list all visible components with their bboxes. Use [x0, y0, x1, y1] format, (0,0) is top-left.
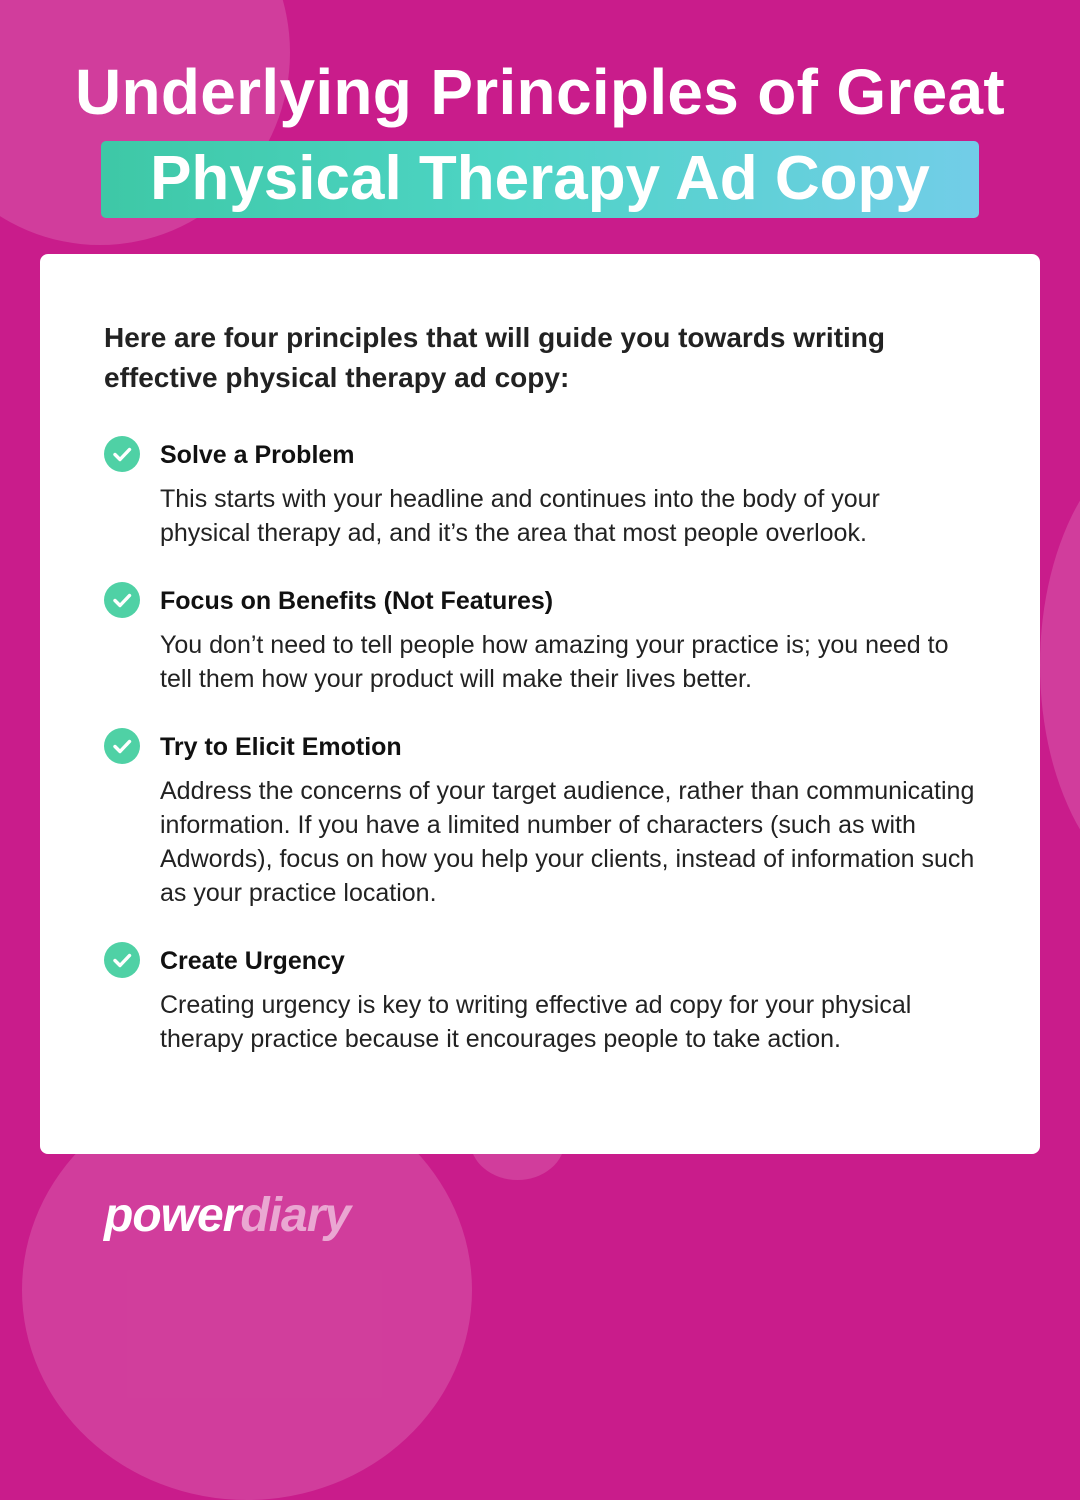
principle-title: Solve a Problem — [160, 441, 355, 469]
principle-description: Address the concerns of your target audience, rather than communicating information. If you have a limited number of characters (such as with Adwords), focus on how you help your clients, instead of information such as your practice location. — [160, 777, 975, 907]
principle-description: You don’t need to tell people how amazing your practice is; you need to tell them how your product will make their lives better. — [160, 631, 949, 693]
logo-text-diary: diary — [240, 1189, 351, 1242]
check-circle-icon — [104, 728, 140, 764]
principle-description: Creating urgency is key to writing effective ad copy for your physical therapy practice because it encourages people to take action. — [160, 991, 912, 1053]
page-subtitle: Physical Therapy Ad Copy — [150, 144, 930, 213]
principles-card — [40, 254, 1040, 1154]
principle-description: This starts with your headline and continues into the body of your physical therapy ad, and it’s the area that most people overlook. — [160, 485, 880, 547]
page-title: Underlying Principles of Great — [74, 56, 1006, 128]
check-circle-icon — [104, 582, 140, 618]
principle-title: Focus on Benefits (Not Features) — [160, 587, 554, 615]
principle-title: Try to Elicit Emotion — [160, 733, 402, 761]
check-circle-icon — [104, 942, 140, 978]
logo-text-power: power — [104, 1189, 241, 1242]
check-circle-icon — [104, 436, 140, 472]
intro-text: Here are four principles that will guide you towards writing effective physical therapy ad copy: — [104, 322, 886, 393]
powerdiary-logo — [104, 1186, 350, 1246]
decorative-circle — [1040, 430, 1080, 900]
principle-title: Create Urgency — [160, 947, 345, 975]
